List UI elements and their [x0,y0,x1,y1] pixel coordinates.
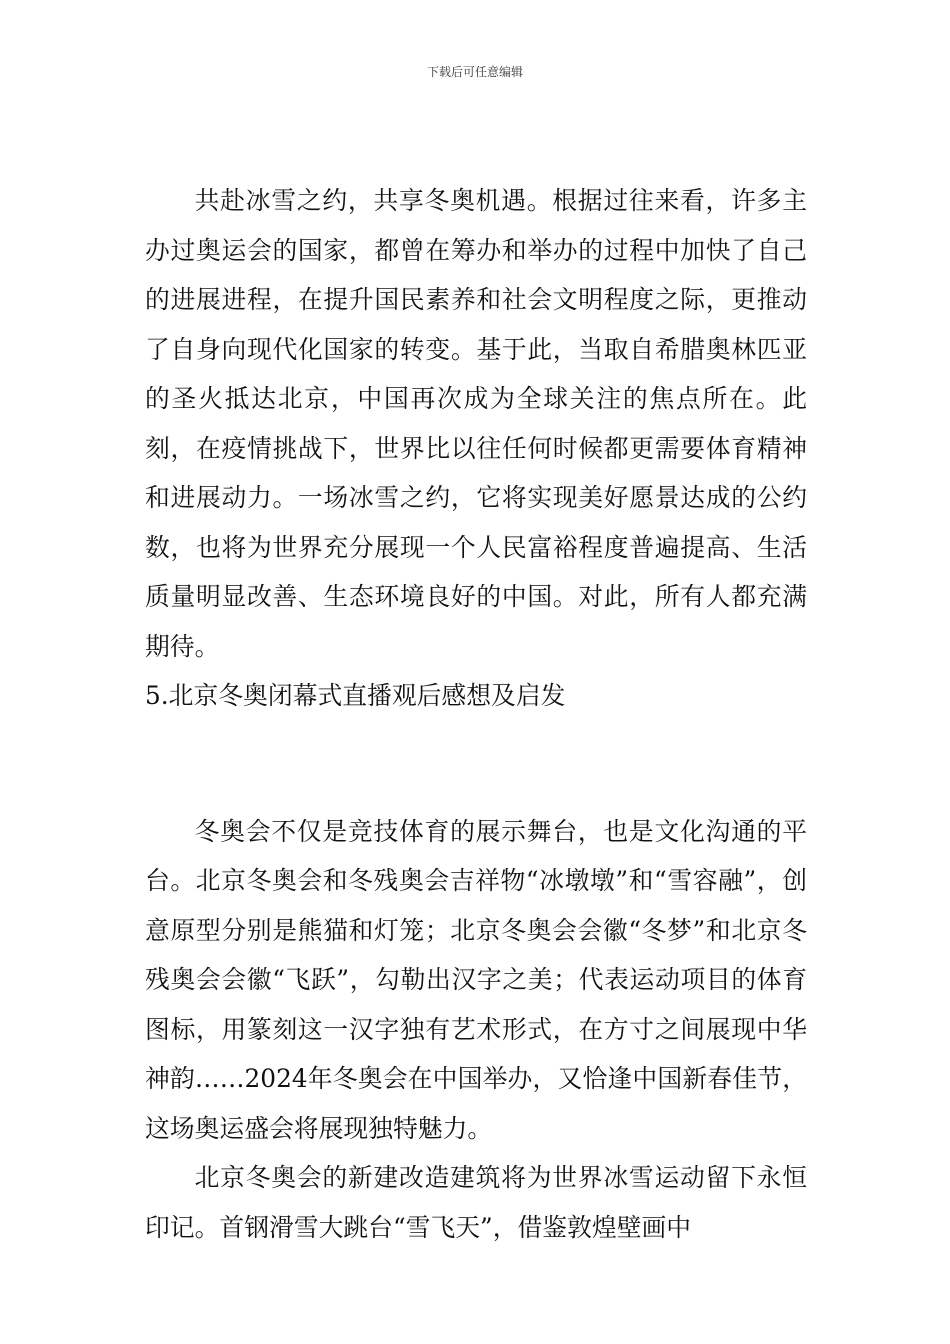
paragraph-winter-olympics-opportunity: 共赴冰雪之约，共享冬奥机遇。根据过往来看，许多主办过奥运会的国家，都曾在筹办和举办的过程中加快了自己的进展进程，在提升国民素养和社会文明程度之际，更推动了自身向现代化国家的转变。基于此，当取自希腊奥林匹亚的圣火抵达北京，中国再次成为全球关注的焦点所在。此刻，在疫情挑战下，世界比以往任何时候都更需要体育精神和进展动力。一场冰雪之约，它将实现美好愿景达成的公约数，也将为世界充分展现一个人民富裕程度普遍提高、生活质量明显改善、生态环境良好的中国。对此，所有人都充满期待。 [145,186,807,661]
blank-gap [145,721,807,807]
paragraph-venues-legacy: 北京冬奥会的新建改造建筑将为世界冰雪运动留下永恒印记。首钢滑雪大跳台“雪飞天”，借鉴敦煌壁画中 [145,1163,807,1242]
section-heading: 5.北京冬奥闭幕式直播观后感想及启发 [145,681,566,710]
page-header-note: 下载后可任意编辑 [426,65,523,79]
paragraph-cultural-exchange: 冬奥会不仅是竞技体育的展示舞台，也是文化沟通的平台。北京冬奥会和冬残奥会吉祥物“冰墩墩”和“雪容融”，创意原型分别是熊猫和灯笼；北京冬奥会会徽“冬梦”和北京冬残奥会会徽“飞跃”，勾勒出汉字之美；代表运动项目的体育图标，用篆刻这一汉字独有艺术形式，在方寸之间展现中华神韵……2024年冬奥会在中国举办，又恰逢中国新春佳节，这场奥运盛会将展现独特魅力。 [145,816,807,1143]
document-body [145,176,807,1252]
